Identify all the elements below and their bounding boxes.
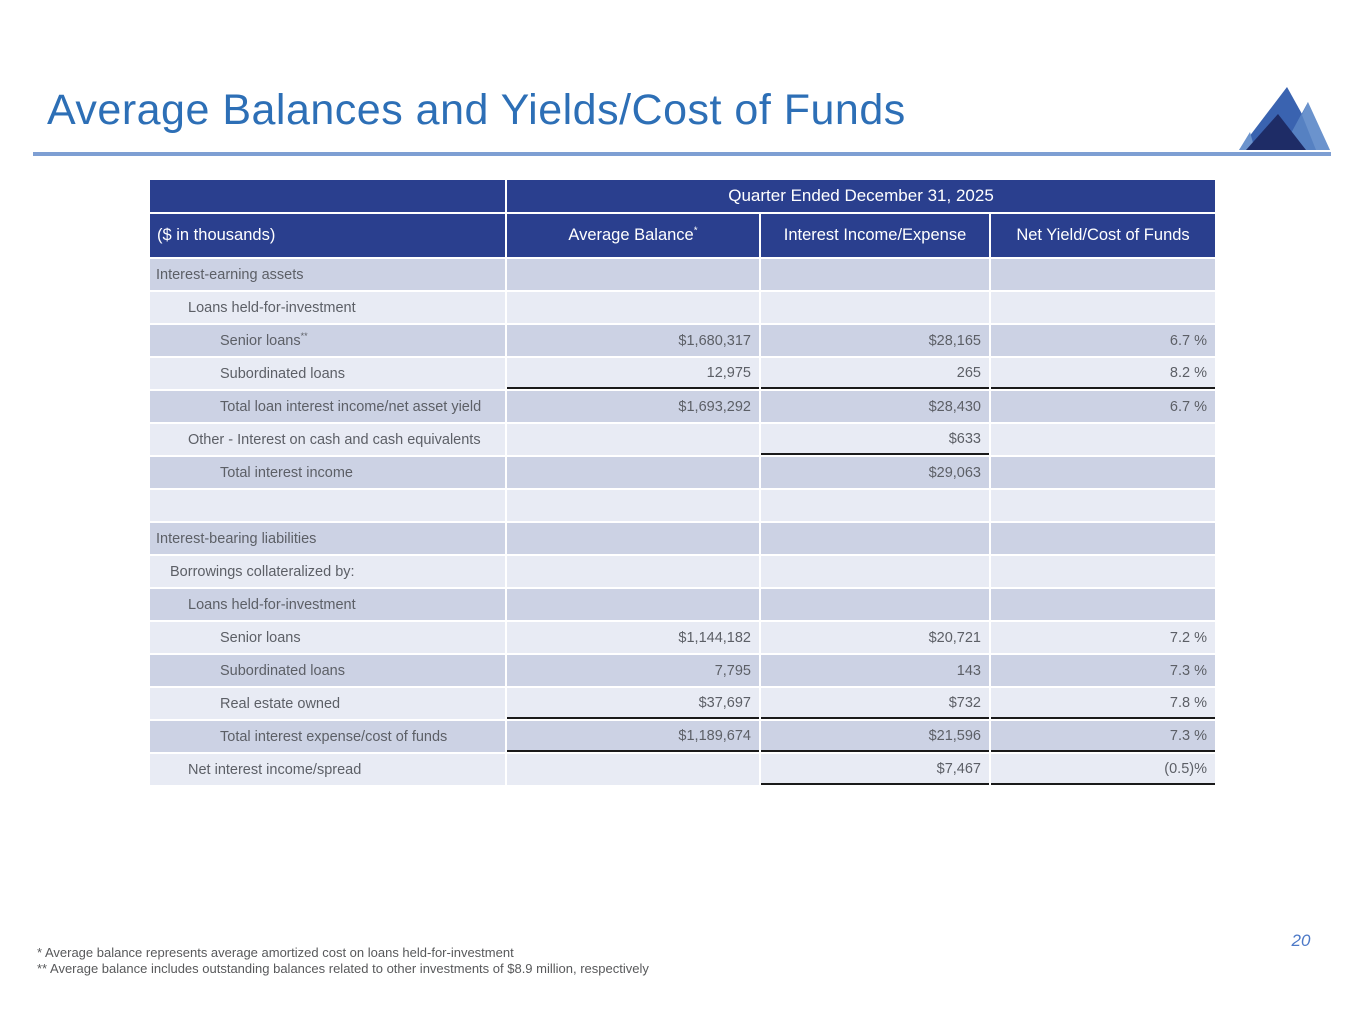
- avg-balance-value: [507, 457, 759, 488]
- yield-value: [991, 523, 1215, 554]
- interest-value: $20,721: [761, 622, 989, 653]
- interest-value: $732: [761, 688, 989, 719]
- table-row: [150, 259, 1215, 290]
- interest-value: $21,596: [761, 721, 989, 752]
- row-label: Real estate owned: [150, 688, 505, 719]
- interest-value: [761, 490, 989, 521]
- interest-value: [761, 589, 989, 620]
- row-label: Subordinated loans: [150, 655, 505, 686]
- row-label: Other - Interest on cash and cash equivalents: [150, 424, 505, 455]
- interest-value: $29,063: [761, 457, 989, 488]
- yield-value: [991, 490, 1215, 521]
- yield-value: 7.3 %: [991, 721, 1215, 752]
- balances-table: [148, 178, 1217, 787]
- table-row: [150, 490, 1215, 521]
- column-header-row: [150, 214, 1215, 257]
- interest-value: 143: [761, 655, 989, 686]
- table-row: [150, 457, 1215, 488]
- avg-balance-value: [507, 259, 759, 290]
- interest-value: $7,467: [761, 754, 989, 785]
- interest-value: $28,430: [761, 391, 989, 422]
- average-balance-footnote-marker: *: [693, 225, 698, 237]
- yield-value: 8.2 %: [991, 358, 1215, 389]
- interest-value: [761, 259, 989, 290]
- yield-value: [991, 259, 1215, 290]
- yield-value: [991, 424, 1215, 455]
- interest-value: 265: [761, 358, 989, 389]
- interest-value: [761, 556, 989, 587]
- row-label: Total interest income: [150, 457, 505, 488]
- row-label: Net interest income/spread: [150, 754, 505, 785]
- corner-empty-cell: [150, 180, 505, 212]
- avg-balance-value: $37,697: [507, 688, 759, 719]
- row-label: Interest-bearing liabilities: [150, 523, 505, 554]
- interest-value: $633: [761, 424, 989, 455]
- page-title: Average Balances and Yields/Cost of Funds: [47, 86, 906, 134]
- table-row: [150, 754, 1215, 785]
- table-row: [150, 622, 1215, 653]
- avg-balance-value: [507, 490, 759, 521]
- avg-balance-value: 7,795: [507, 655, 759, 686]
- col-header-average-balance-text: Average Balance: [568, 226, 694, 244]
- avg-balance-value: [507, 589, 759, 620]
- row-label: Interest-earning assets: [150, 259, 505, 290]
- row-label: Total loan interest income/net asset yield: [150, 391, 505, 422]
- row-label: Borrowings collateralized by:: [150, 556, 505, 587]
- avg-balance-value: $1,144,182: [507, 622, 759, 653]
- footnote-1: * Average balance represents average amortized cost on loans held-for-investment: [37, 945, 514, 960]
- yield-value: 7.2 %: [991, 622, 1215, 653]
- col-header-interest-income-expense: Interest Income/Expense: [761, 214, 989, 257]
- footnote-2: ** Average balance includes outstanding balances related to other investments of $8.9 million, respectively: [37, 961, 649, 976]
- table-row: [150, 589, 1215, 620]
- table-row: [150, 556, 1215, 587]
- avg-balance-value: [507, 754, 759, 785]
- title-underline: [33, 152, 1331, 156]
- yield-value: [991, 457, 1215, 488]
- table-row: [150, 391, 1215, 422]
- row-label: Subordinated loans: [150, 358, 505, 389]
- page-number: 20: [1291, 931, 1311, 950]
- avg-balance-value: $1,693,292: [507, 391, 759, 422]
- interest-value: [761, 523, 989, 554]
- mountain-logo-icon: [1218, 87, 1330, 150]
- avg-balance-value: [507, 523, 759, 554]
- table-row: [150, 325, 1215, 356]
- yield-value: [991, 589, 1215, 620]
- table-body: [150, 259, 1215, 785]
- row-label: Senior loans: [150, 622, 505, 653]
- yield-value: [991, 292, 1215, 323]
- units-label: ($ in thousands): [150, 214, 505, 257]
- avg-balance-value: [507, 424, 759, 455]
- row-label: [150, 490, 505, 521]
- interest-value: [761, 292, 989, 323]
- avg-balance-value: $1,189,674: [507, 721, 759, 752]
- yield-value: [991, 556, 1215, 587]
- col-header-net-yield-cost-of-funds: Net Yield/Cost of Funds: [991, 214, 1215, 257]
- row-footnote-marker: **: [300, 330, 308, 341]
- table-row: [150, 358, 1215, 389]
- yield-value: 7.3 %: [991, 655, 1215, 686]
- footnotes: [37, 945, 649, 977]
- table-row: [150, 688, 1215, 719]
- yield-value: (0.5)%: [991, 754, 1215, 785]
- row-label: Senior loans**: [150, 325, 505, 356]
- quarter-header-row: [150, 180, 1215, 212]
- avg-balance-value: $1,680,317: [507, 325, 759, 356]
- yield-value: 6.7 %: [991, 391, 1215, 422]
- yield-value: 7.8 %: [991, 688, 1215, 719]
- table-row: [150, 523, 1215, 554]
- interest-value: $28,165: [761, 325, 989, 356]
- table-row: [150, 655, 1215, 686]
- avg-balance-value: [507, 556, 759, 587]
- row-label: Total interest expense/cost of funds: [150, 721, 505, 752]
- table-row: [150, 721, 1215, 752]
- avg-balance-value: [507, 292, 759, 323]
- table-row: [150, 292, 1215, 323]
- yield-value: 6.7 %: [991, 325, 1215, 356]
- avg-balance-value: 12,975: [507, 358, 759, 389]
- table-row: [150, 424, 1215, 455]
- row-label: Loans held-for-investment: [150, 589, 505, 620]
- row-label: Loans held-for-investment: [150, 292, 505, 323]
- quarter-header: Quarter Ended December 31, 2025: [507, 180, 1215, 212]
- col-header-average-balance: [507, 214, 759, 257]
